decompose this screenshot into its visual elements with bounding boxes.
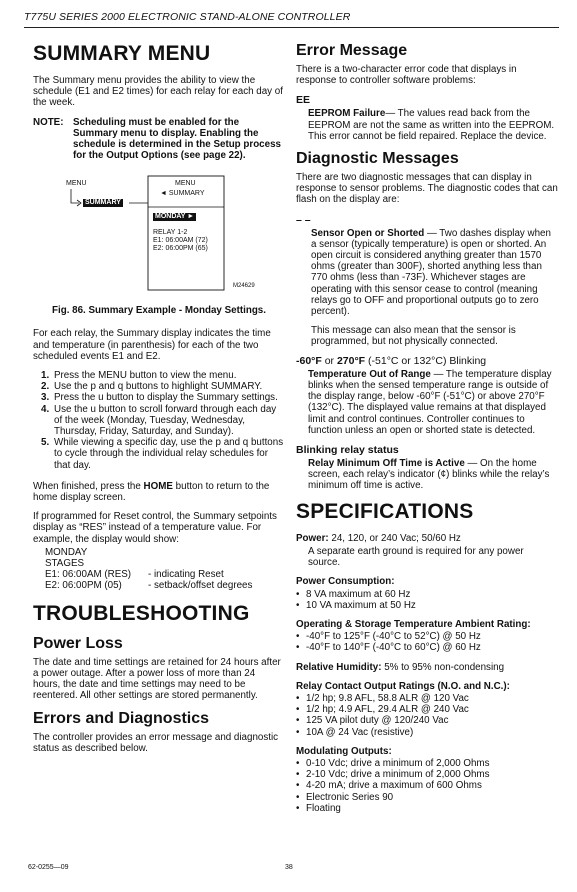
list-item: • 10A @ 24 Vac (resistive) [296, 727, 558, 738]
errors-heading: Errors and Diagnostics [33, 709, 210, 727]
figure-summary-highlight: SUMMARY [85, 199, 121, 207]
list-item: • -40°F to 140°F (-40°C to 60°C) @ 60 Hz [296, 642, 558, 653]
figure-caption: Fig. 86. Summary Example - Monday Settings. [52, 305, 266, 317]
sensor-note: This message can also mean that the sensor is programmed, but not physically connected. [311, 325, 516, 348]
list-item: • Electronic Series 90 [296, 792, 558, 803]
eeprom-failure-label: EEPROM Failure [308, 108, 386, 120]
blinking-heading [296, 356, 558, 367]
step-number: 2. [41, 381, 50, 393]
note-text: Scheduling must be enabled for the Summary menu to display. Enabling the schedule is determined in the Setup process for the Output Options (see page 22). [73, 116, 281, 162]
display-row-e2 [45, 580, 285, 591]
relay-min-off-text: — On the home screen, each relay’s indicator (¢) blinks while the relay’s minimum off time is active. [308, 458, 550, 492]
header-rule [24, 27, 559, 28]
spec-modulating-label: Modulating Outputs: [296, 745, 392, 757]
list-item: • 125 VA pilot duty @ 120/240 Vac [296, 715, 558, 726]
range-label: Temperature Out of Range [308, 368, 431, 380]
error-message-text: There is a two-character error code that displays in response to controller software problems: [296, 64, 517, 87]
eeprom-failure [296, 108, 558, 142]
errors-text: The controller provides an error message and diagnostic status as described below. [33, 731, 279, 754]
step-5 [33, 437, 285, 471]
footer-doc-number: 62-0255—09 [28, 864, 69, 871]
step-3 [33, 392, 285, 403]
list-item: • 0-10 Vdc; drive a minimum of 2,000 Ohms [296, 758, 558, 769]
note-label: NOTE: [33, 116, 64, 128]
home-paragraph [33, 481, 285, 503]
list-item: • 1/2 hp; 4.9 AFL, 29.4 ALR @ 240 Vac [296, 704, 558, 715]
step-text: Press the u button to display the Summary settings. [54, 392, 278, 404]
summary-intro: The Summary menu provides the ability to view the schedule (E1 and E2 times) for each relay for each day of the week. [33, 75, 283, 109]
sensor-text: — Two dashes display when a sensor (typically temperature) is open or shorted. An open circuit is considered anything greater than 1570 ohms (greater than 300F), shorted anything less than 770 ohms (less than -73F). Whichever stages are operating with this sensor cease to control (meaning relays go to OFF and proportional outputs go to zero percent). [311, 227, 551, 318]
display-e1: E1: 06:00AM (RES) [45, 569, 132, 581]
step-number: 4. [41, 403, 50, 415]
spec-relay-label: Relay Contact Output Ratings (N.O. and N.C.): [296, 680, 510, 692]
figure-e2-line: E2: 06:00PM (65) [153, 245, 208, 253]
summary-para2: For each relay, the Summary display indicates the time and temperature (in parenthesis) for each of the two scheduled events E1 and E2. [33, 328, 271, 362]
blink-or: or [321, 354, 337, 367]
diagnostic-heading: Diagnostic Messages [296, 150, 459, 168]
spec-consumption-label: Power Consumption: [296, 576, 395, 588]
troubleshooting-heading: TROUBLESHOOTING [33, 601, 250, 625]
spec-power-label: Power: [296, 532, 329, 544]
power-loss-heading: Power Loss [33, 634, 123, 652]
figure-monday-highlight: MONDAY ► [155, 213, 195, 221]
list-item: • 1/2 hp; 9.8 AFL, 58.8 ALR @ 120 Vac [296, 693, 558, 704]
blink-suffix: (-51°C or 132°C) Blinking [365, 354, 487, 367]
step-text: Use the u button to scroll forward through each day of the week (Monday, Tuesday, Wednesday, Thursday, Friday, Saturday, and Sunday). [54, 403, 277, 438]
relay-min-off-label: Relay Minimum Off Time is Active [308, 458, 465, 470]
figure-e1-line: E1: 06:00AM (72) [153, 237, 208, 245]
error-code: EE [296, 94, 311, 107]
display-e1-note: - indicating Reset [148, 569, 224, 581]
steps-list [33, 370, 285, 471]
eeprom-failure-text: — The values read back from the EEPROM are not the same as written into the EEPROM. This error cannot be field repaired. Replace the device. [308, 108, 555, 142]
spec-power-note: A separate earth ground is required for any power source. [308, 545, 524, 569]
blink-low: -60°F [296, 354, 322, 367]
spec-ambient-label: Operating & Storage Temperature Ambient Rating: [296, 618, 531, 630]
spec-ambient-list [296, 631, 558, 653]
power-loss-text: The date and time settings are retained for 24 hours after a power outage. After a power loss of more than 24 hours, the date and time settings may need to be reentered. All other settings are stored permanently. [33, 656, 281, 702]
figure-menu-label-left: MENU [66, 180, 87, 188]
figure-menu-label-right: MENU [175, 180, 196, 188]
spec-consumption-list [296, 589, 558, 611]
step-number: 5. [41, 437, 50, 449]
display-e2-note: - setback/offset degrees [148, 580, 253, 592]
error-message-heading: Error Message [296, 42, 408, 59]
right-column [296, 42, 558, 822]
step-text: While viewing a specific day, use the p and q buttons to cycle through the individual relay schedules for that day. [54, 437, 284, 471]
reset-paragraph: If programmed for Reset control, the Summary setpoints display as “RES” instead of a temperature value. For example, the display would show: [33, 511, 277, 545]
figure-relay-line: RELAY 1-2 [153, 229, 188, 237]
home-text-pre: When finished, press the [33, 480, 144, 492]
list-item: • Floating [296, 803, 558, 814]
display-example [45, 547, 285, 592]
diagnostic-code-dashes: – – [296, 213, 311, 226]
home-text-post: button to return to the home display screen. [33, 480, 270, 504]
spec-humidity [296, 662, 558, 673]
list-item: • 8 VA maximum at 60 Hz [296, 589, 558, 600]
step-number: 3. [41, 392, 50, 404]
blink-high: 270°F [336, 354, 366, 367]
step-text: Use the p and q buttons to highlight SUMMARY. [54, 381, 263, 393]
relay-min-off [296, 458, 558, 492]
display-line-1: MONDAY [45, 546, 88, 558]
spec-humidity-value: 5% to 95% non-condensing [381, 661, 505, 673]
relay-status-heading: Blinking relay status [296, 444, 399, 457]
list-item: • 4-20 mA; drive a maximum of 600 Ohms [296, 780, 558, 791]
figure-code: M24629 [233, 283, 255, 290]
temperature-out-of-range [296, 369, 558, 436]
display-line-2: STAGES [45, 558, 85, 570]
summary-heading: SUMMARY MENU [33, 42, 211, 65]
diagnostic-text: There are two diagnostic messages that can display in response to sensor problems. The diagnostic codes that can flash on the display are: [296, 172, 558, 206]
document-header: T775U SERIES 2000 ELECTRONIC STAND-ALONE CONTROLLER [24, 11, 351, 23]
list-item: • 2-10 Vdc; drive a minimum of 2,000 Ohms [296, 769, 558, 780]
spec-relay-list [296, 693, 558, 738]
spec-modulating-list [296, 758, 558, 814]
left-column [33, 42, 285, 762]
spec-power-value: 24, 120, or 240 Vac; 50/60 Hz [328, 532, 461, 544]
range-text: — The temperature display blinks when the sensed temperature range is outside of the display range, below -60°F (-51°C) or above 270°F (132°C). The displayed value remains at that displayed limit and control continues. Controller continues to function unless an open or shorted state is detected. [308, 368, 552, 436]
specifications-heading: SPECIFICATIONS [296, 499, 474, 523]
spec-power [296, 533, 558, 544]
list-item: • -40°F to 125°F (-40°C to 52°C) @ 50 Hz [296, 631, 558, 642]
home-button-name: HOME [143, 480, 173, 492]
list-item: • 10 VA maximum at 50 Hz [296, 600, 558, 611]
step-text: Press the MENU button to view the menu. [54, 370, 237, 382]
spec-humidity-label: Relative Humidity: [296, 661, 382, 673]
step-number: 1. [41, 370, 50, 382]
step-4 [33, 404, 285, 438]
figure-summary-example [33, 171, 285, 301]
note [33, 117, 285, 162]
sensor-open-shorted [296, 228, 558, 318]
step-1 [33, 370, 285, 381]
display-row-e1 [45, 569, 285, 580]
sensor-label: Sensor Open or Shorted [311, 227, 425, 239]
footer-page-number: 38 [285, 864, 293, 871]
step-2 [33, 381, 285, 392]
figure-summary-label: ◄ SUMMARY [160, 190, 205, 198]
display-e2: E2: 06:00PM (05) [45, 580, 122, 592]
